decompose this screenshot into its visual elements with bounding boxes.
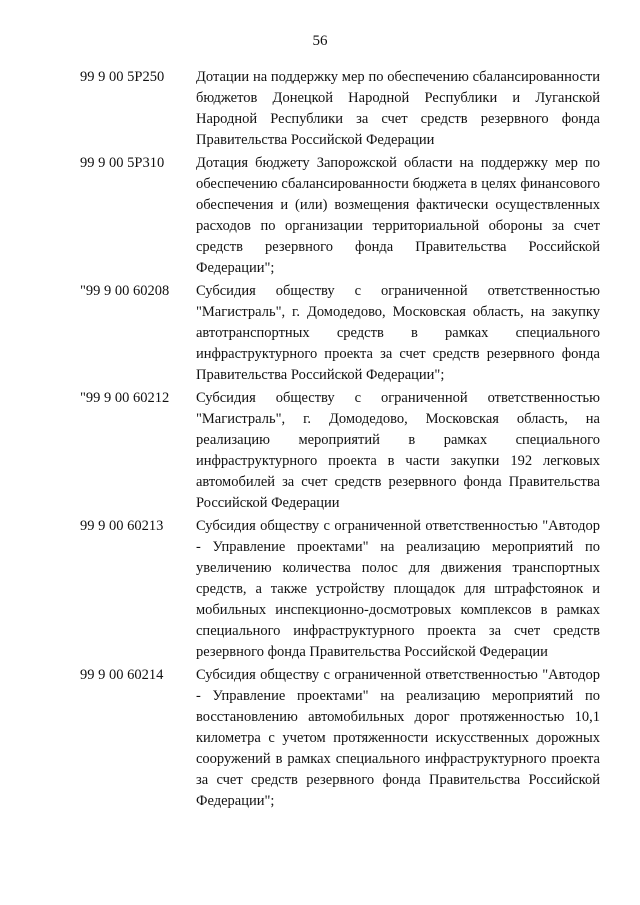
budget-entry [80,281,600,386]
budget-code-list [80,67,600,814]
budget-entry [80,516,600,663]
budget-description: Субсидия обществу с ограниченной ответственностью "Автодор - Управление проектами" на реализацию мероприятий по восстановлению автомобильных дорог протяженностью 10,1 километра с учетом протяженности искусственных дорожных сооружений в рамках специального инфраструктурного проекта за счет средств резервного фонда Правительства Российской Федерации"; [196,667,600,809]
budget-description: Дотация бюджету Запорожской области на поддержку мер по обеспечению сбалансированности бюджета в целях финансового обеспечения и (или) возмещения фактически осуществленных расходов по организации территориальной обороны за счет средств резервного фонда Правительства Российской Федерации"; [196,155,600,276]
page-number: 56 [312,33,328,49]
budget-code: 99 9 00 5Р310 [80,155,165,171]
budget-code: 99 9 00 60213 [80,518,164,534]
budget-description: Субсидия обществу с ограниченной ответственностью "Магистраль", г. Домодедово, Московская область, на закупку автотранспортных средств в рамках специального инфраструктурного проекта за счет средств резервного фонда Правительства Российской Федерации"; [196,283,600,383]
budget-entry [80,665,600,812]
budget-code: "99 9 00 60212 [80,390,170,406]
budget-entry [80,67,600,151]
budget-code: 99 9 00 5Р250 [80,69,165,85]
budget-description: Дотации на поддержку мер по обеспечению сбалансированности бюджетов Донецкой Народной Республики и Луганской Народной Республики за счет средств резервного фонда Правительства Российской Федерации [196,69,600,148]
budget-entry [80,388,600,514]
budget-code: 99 9 00 60214 [80,667,164,683]
budget-description: Субсидия обществу с ограниченной ответственностью "Автодор - Управление проектами" на реализацию мероприятий по увеличению количества полос для движения транспортных средств, а также устройству площадок для штрафстоянок и мобильных инспекционно-досмотровых комплексов в рамках специального инфраструктурного проекта за счет средств резервного фонда Правительства Российской Федерации [196,518,600,660]
budget-description: Субсидия обществу с ограниченной ответственностью "Магистраль", г. Домодедово, Московская область, на реализацию мероприятий в рамках специального инфраструктурного проекта в части закупки 192 легковых автомобилей за счет средств резервного фонда Правительства Российской Федерации [196,390,600,511]
budget-entry [80,153,600,279]
budget-code: "99 9 00 60208 [80,283,170,299]
